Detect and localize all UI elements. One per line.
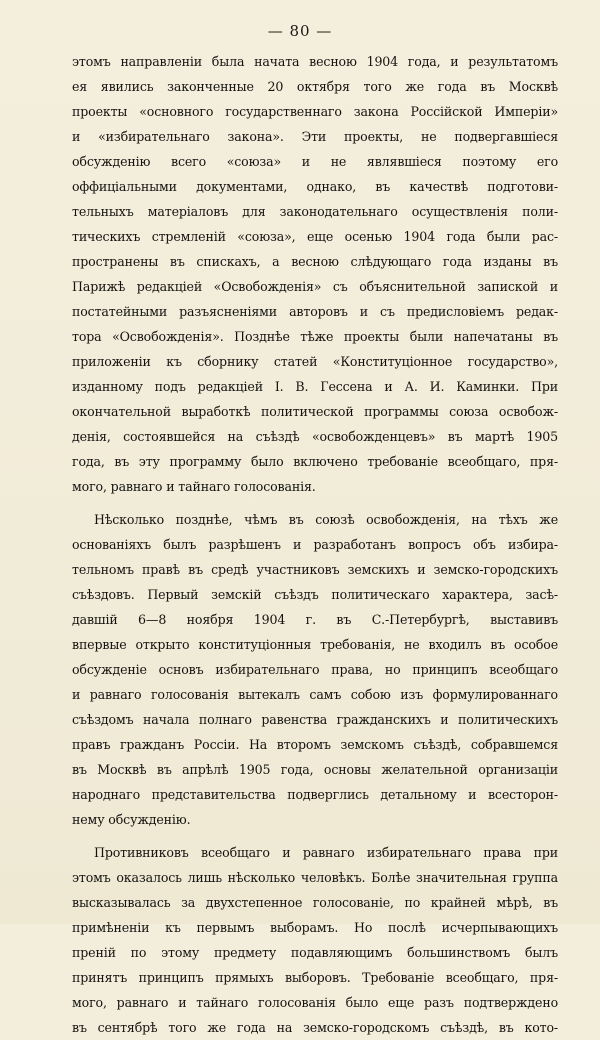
text-line: ея явились законченные 20 октября того же года въ Москвѣ [72,79,558,94]
text-line: этомъ оказалось лишь нѣсколько человѣкъ. Болѣе значительная группа [72,870,558,885]
text-line: проекты «основного государственнаго закона Россійской Имперіи» [72,104,558,119]
text-line: мого, равнаго и тайнаго голосованія было еще разъ подтверждено [72,995,558,1010]
text-line: тельныхъ матеріаловъ для законодательнаго осуществленія поли- [72,204,558,219]
text-line: тическихъ стремленій «союза», еще осенью 1904 года были рас- [72,229,558,244]
text-column [72,49,558,1040]
text-line: преній по этому предмету подавляющимъ большинствомъ былъ [72,945,558,960]
text-line: правъ гражданъ Россіи. На второмъ земскомъ съѣздѣ, собравшемся [72,737,558,752]
text-line: приложеніи къ сборнику статей «Конституціонное государство», [72,354,558,369]
text-line: въ Москвѣ въ апрѣлѣ 1905 года, основы желательной организаціи [72,762,558,777]
text-line: примѣненіи къ первымъ выборамъ. Но послѣ исчерпывающихъ [72,920,558,935]
text-line: давшій 6—8 ноября 1904 г. въ С.-Петербургѣ, выставивъ [72,612,558,627]
text-line: обсужденію всего «союза» и не являвшіеся поэтому его [72,154,558,169]
paragraph-1 [72,49,558,499]
text-line: съѣздовъ. Первый земскій съѣздъ политическаго характера, засѣ- [72,587,558,602]
text-line: Нѣсколько позднѣе, чѣмъ въ союзѣ освобожденія, на тѣхъ же [94,512,558,527]
text-line: окончательной выработкѣ политической программы союза освобож- [72,404,558,419]
text-line: пространены въ спискахъ, а весною слѣдующаго года изданы въ [72,254,558,269]
text-line: съѣздомъ начала полнаго равенства гражданскихъ и политическихъ [72,712,558,727]
text-line: Противниковъ всеобщаго и равнаго избирательнаго права при [94,845,558,860]
text-line: изданному подъ редакціей І. В. Гессена и А. И. Каминки. При [72,379,558,394]
text-line: Парижѣ редакціей «Освобожденія» съ объяснительной запиской и [72,279,558,294]
text-line: высказывалась за двухстепенное голосованіе, по крайней мѣрѣ, въ [72,895,558,910]
text-line: денія, состоявшейся на съѣздѣ «освобожденцевъ» въ мартѣ 1905 [72,429,558,444]
paragraph-3 [72,840,558,1040]
text-line: и равнаго голосованія вытекалъ самъ собою изъ формулированнаго [72,687,558,702]
page-number: — 80 — [267,22,333,40]
text-line: постатейными разъясненіями авторовъ и съ предисловіемъ редак- [72,304,558,319]
text-line: оффиціальными документами, однако, въ качествѣ подготови- [72,179,558,194]
text-line: этомъ направленіи была начата весною 1904 года, и результатомъ [72,54,558,69]
text-line: года, въ эту программу было включено требованіе всеобщаго, пря- [72,454,558,469]
paragraph-2 [72,507,558,832]
text-line: мого, равнаго и тайнаго голосованія. [72,479,316,494]
text-line: въ сентябрѣ того же года на земско-городскомъ съѣздѣ, въ кото- [72,1020,558,1035]
text-line: народнаго представительства подверглись детальному и всесторон- [72,787,558,802]
text-line: тельномъ правѣ въ средѣ участниковъ земскихъ и земско-городскихъ [72,562,558,577]
text-line: обсужденіе основъ избирательнаго права, но принципъ всеобщаго [72,662,558,677]
text-line: нему обсужденію. [72,812,191,827]
text-line: принятъ принципъ прямыхъ выборовъ. Требованіе всеобщаго, пря- [72,970,558,985]
text-line: впервые открыто конституціонныя требованія, не входилъ въ особое [72,637,558,652]
text-line: основаніяхъ былъ разрѣшенъ и разработанъ вопросъ объ избира- [72,537,558,552]
text-line: тора «Освобожденія». Позднѣе тѣже проекты были напечатаны въ [72,329,558,344]
text-line: и «избирательнаго закона». Эти проекты, не подвергавшіеся [72,129,558,144]
